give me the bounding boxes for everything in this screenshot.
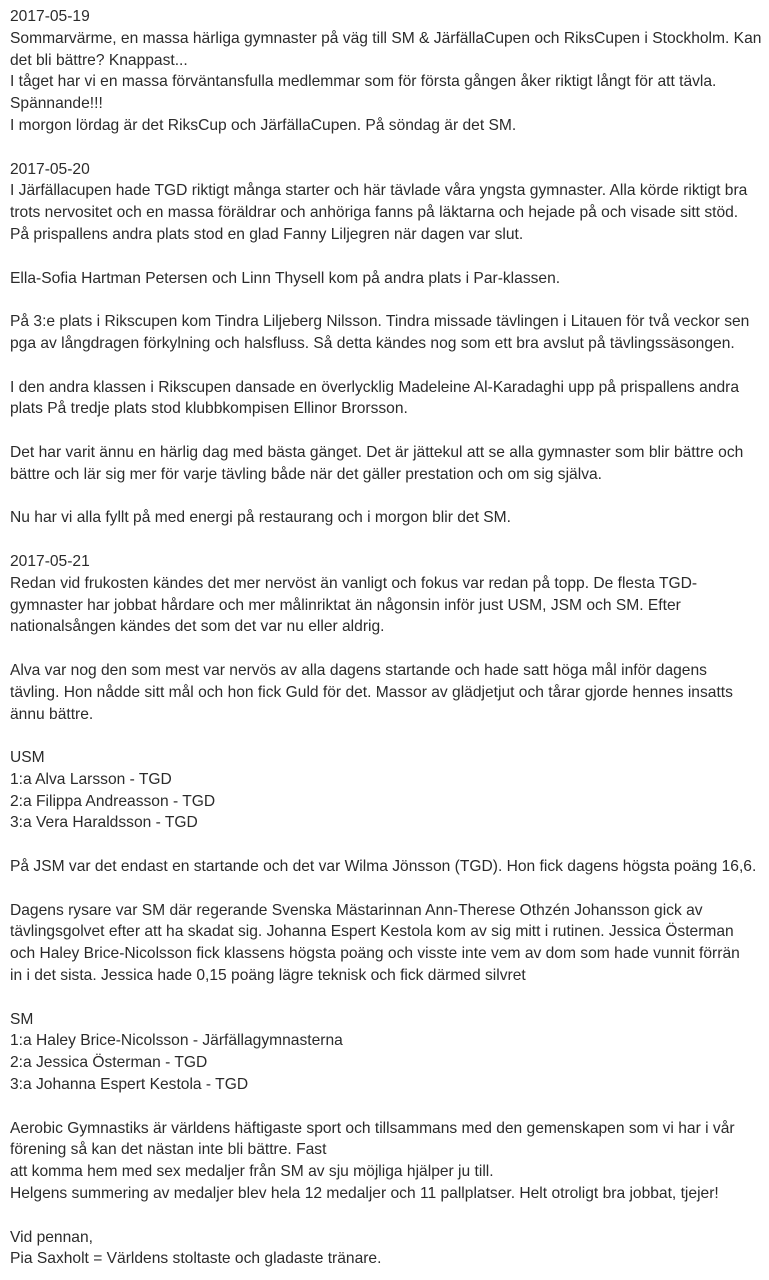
date-heading: 2017-05-21 <box>10 552 90 570</box>
paragraph-line: I Järfällacupen hade TGD riktigt många starter och här tävlade våra yngsta gymnaster. Alla körde riktigt bra <box>10 182 748 200</box>
blank-line <box>10 137 759 159</box>
paragraph-line: pga av långdragen förkylning och halsfluss. Så detta kändes nog som ett bra avslut på tävlingssäsongen. <box>10 334 735 352</box>
result-line: 1:a Haley Brice-Nicolsson - Järfällagymnasterna <box>10 1032 343 1050</box>
paragraph-line: Det har varit ännu en härlig dag med bästa gänget. Det är jättekul att se alla gymnaster som blir bättre och <box>10 443 744 461</box>
paragraph-line: Dagens rysare var SM där regerande Svenska Mästarinnan Ann-Therese Othzén Johansson gick av <box>10 901 703 919</box>
paragraph-line: tävling. Hon nådde sitt mål och hon fick Guld för det. Massor av glädjetjut och tårar gjorde hennes insatts <box>10 683 733 701</box>
signature-line: Vid pennan, <box>10 1228 93 1246</box>
paragraph-line: Alva var nog den som mest var nervös av alla dagens startande och hade satt höga mål inför dagens <box>10 661 707 679</box>
result-line: 1:a Alva Larsson - TGD <box>10 770 172 788</box>
blank-line <box>10 987 759 1009</box>
blank-line <box>10 834 759 856</box>
blank-line <box>10 725 759 747</box>
paragraph-line: in i det sista. Jessica hade 0,15 poäng lägre teknisk och fick därmed silvret <box>10 967 526 985</box>
results-heading-usm: USM <box>10 749 45 767</box>
blank-line <box>10 638 759 660</box>
result-line: 2:a Filippa Andreasson - TGD <box>10 792 216 810</box>
paragraph-line: gymnaster har jobbat hårdare och mer målinriktat än någonsin inför just USM, JSM och SM. Efter <box>10 596 681 614</box>
result-line: 2:a Jessica Österman - TGD <box>10 1054 208 1072</box>
paragraph-line: Nu har vi alla fyllt på med energi på restaurang och i morgon blir det SM. <box>10 509 511 527</box>
paragraph-line: plats På tredje plats stod klubbkompisen Ellinor Brorsson. <box>10 400 408 418</box>
paragraph-line: Redan vid frukosten kändes det mer nervöst än vanligt och fokus var redan på topp. De flesta TGD- <box>10 574 698 592</box>
paragraph-line: I morgon lördag är det RiksCup och JärfällaCupen. På söndag är det SM. <box>10 116 517 134</box>
blank-line <box>10 1205 759 1227</box>
paragraph-line: På JSM var det endast en startande och det var Wilma Jönsson (TGD). Hon fick dagens högsta poäng 16,6. <box>10 858 757 876</box>
results-heading-sm: SM <box>10 1010 34 1028</box>
result-line: 3:a Vera Haraldsson - TGD <box>10 814 198 832</box>
date-heading: 2017-05-19 <box>10 8 90 25</box>
paragraph-line: På 3:e plats i Rikscupen kom Tindra Liljeberg Nilsson. Tindra missade tävlingen i Litauen för två veckor sen <box>10 313 750 331</box>
paragraph-line: Ella-Sofia Hartman Petersen och Linn Thysell kom på andra plats i Par-klassen. <box>10 269 561 287</box>
result-line: 3:a Johanna Espert Kestola - TGD <box>10 1076 249 1094</box>
paragraph-line: det bli bättre? Knappast... <box>10 51 188 69</box>
paragraph-line: förening så kan det nästan inte bli bättre. Fast <box>10 1141 327 1159</box>
paragraph-line: Aerobic Gymnastiks är världens häftigaste sport och tillsammans med den gemenskapen som vi har i vår <box>10 1119 735 1137</box>
paragraph-line: nationalsången kändes det som det var nu eller aldrig. <box>10 618 385 636</box>
paragraph-line: tävlingsgolvet efter att ha skadat sig. Johanna Espert Kestola kom av sig mitt i rutinen. Jessica Österman <box>10 923 734 941</box>
blank-line <box>10 246 759 268</box>
paragraph-line: trots nervositet och en massa föräldrar och anhöriga fanns på läktarna och hejade på och visade sitt stöd. <box>10 204 739 222</box>
paragraph-line: att komma hem med sex medaljer från SM av sju möjliga hjälper ju till. <box>10 1163 494 1181</box>
paragraph-line: På prispallens andra plats stod en glad Fanny Liljegren när dagen var slut. <box>10 225 524 243</box>
paragraph-line: och Haley Brice-Nicolsson fick klassens högsta poäng och visste inte vem av dom som hade vunnit förrän <box>10 945 740 963</box>
paragraph-line: Spännande!!! <box>10 95 103 113</box>
paragraph-line: ännu bättre. <box>10 705 94 723</box>
paragraph-line: Sommarvärme, en massa härliga gymnaster på väg till SM & JärfällaCupen och RiksCupen i Stockholm. Kan <box>10 29 762 47</box>
paragraph-line: I tåget har vi en massa förväntansfulla medlemmar som för första gången åker riktigt långt för att tävla. <box>10 73 717 91</box>
blank-line <box>10 420 759 442</box>
signature-line: Pia Saxholt = Världens stoltaste och gladaste tränare. <box>10 1250 382 1268</box>
blank-line <box>10 486 759 508</box>
paragraph-line: I den andra klassen i Rikscupen dansade en överlycklig Madeleine Al-Karadaghi upp på prispallens andra <box>10 378 740 396</box>
blank-line <box>10 289 759 311</box>
date-heading: 2017-05-20 <box>10 160 90 178</box>
blank-line <box>10 878 759 900</box>
blank-line <box>10 355 759 377</box>
paragraph-line: bättre och lär sig mer för varje tävling både när det gäller prestation och om sig själva. <box>10 465 602 483</box>
blank-line <box>10 529 759 551</box>
paragraph-line: Helgens summering av medaljer blev hela 12 medaljer och 11 pallplatser. Helt otroligt bra jobbat, tjejer! <box>10 1185 719 1203</box>
blank-line <box>10 1096 759 1118</box>
